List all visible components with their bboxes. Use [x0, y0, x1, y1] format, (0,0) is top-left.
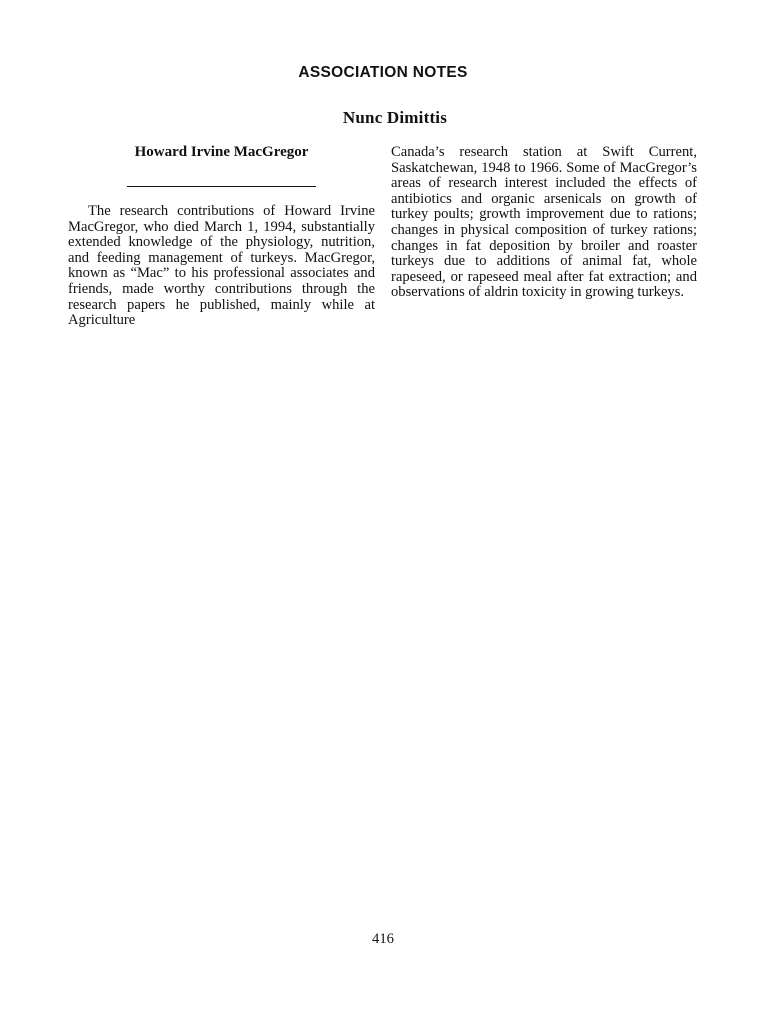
article-title: Nunc Dimittis	[342, 108, 448, 127]
right-column	[391, 145, 697, 301]
page-number: 416	[372, 931, 394, 947]
title-divider-rule	[127, 186, 316, 187]
left-column	[68, 144, 375, 329]
left-column-paragraph: The research contributions of Howard Irvine MacGregor, who died March 1, 1994, substantially extended knowledge of the physiology, nutrition, and feeding management of turkeys. MacGregor, known as “Mac” to his professional associates and friends, made worthy contributions through the research papers he published, mainly while at Agriculture	[68, 203, 375, 329]
subject-name: Howard Irvine MacGregor	[134, 144, 309, 160]
right-column-paragraph: Canada’s research station at Swift Current, Saskatchewan, 1948 to 1966. Some of MacGregor’s areas of research interest included the effects of antibiotics and organic arsenicals on growth of turkey poults; growth improvement due to rations; changes in physical composition of turkey rations; changes in fat deposition by broiler and roaster turkeys due to additions of animal fat, whole rapeseed, or rapeseed meal after fat extraction; and observations of aldrin toxicity in growing turkeys.	[391, 144, 697, 301]
section-heading: ASSOCIATION NOTES	[298, 64, 468, 81]
